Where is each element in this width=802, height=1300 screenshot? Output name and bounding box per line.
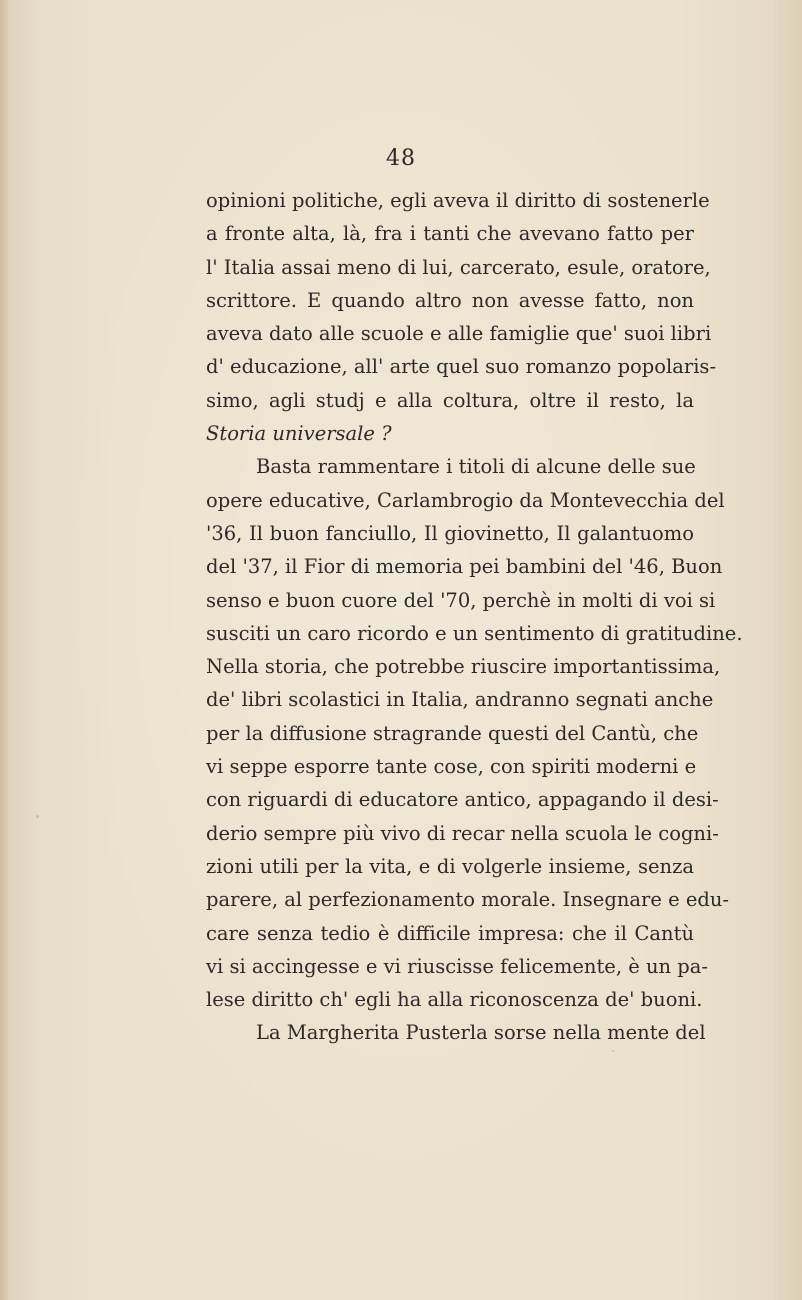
body-text — [206, 184, 743, 1050]
text-line: vi seppe esporre tante cose, con spiriti moderni e — [206, 755, 697, 779]
text-line: del '37, il Fior di memoria pei bambini del '46, Buon — [206, 555, 723, 579]
text-line: l' Italia assai meno di lui, carcerato, esule, oratore, — [206, 255, 711, 279]
text-line: aveva dato alle scuole e alle famiglie que' suoi libri — [206, 322, 712, 346]
paragraph-start: La Margherita Pusterla sorse nella mente del — [256, 1021, 706, 1045]
text-line: de' libri scolastici in Italia, andranno segnati anche — [206, 688, 714, 712]
text-line: Nella storia, che potrebbe riuscire importantissima, — [206, 655, 721, 679]
italic-title: Storia universale ? — [206, 422, 392, 446]
text-line: care senza tedio è difficile impresa: che il Cantù — [206, 921, 694, 945]
text-line: susciti un caro ricordo e un sentimento di gratitudine. — [206, 621, 743, 645]
text-line: lese diritto ch' egli ha alla riconoscenza de' buoni. — [206, 988, 703, 1012]
page-number: 48 — [386, 146, 416, 171]
text-line: zioni utili per la vita, e di volgerle insieme, senza — [206, 854, 694, 878]
text-line: senso e buon cuore del '70, perchè in molti di voi si — [206, 588, 716, 612]
paper-fleck — [36, 815, 39, 818]
text-line-italic — [206, 417, 694, 450]
text-line: '36, Il buon fanciullo, Il giovinetto, Il galantuomo — [206, 521, 694, 545]
paper-fleck — [612, 1050, 614, 1052]
text-line: a fronte alta, là, fra i tanti che avevano fatto per — [206, 222, 694, 246]
paragraph-start: Basta rammentare i titoli di alcune delle sue — [256, 455, 696, 479]
text-line: d' educazione, all' arte quel suo romanzo popolaris- — [206, 355, 717, 379]
text-line: opere educative, Carlambrogio da Montevecchia del — [206, 488, 725, 512]
text-line: con riguardi di educatore antico, appagando il desi- — [206, 788, 719, 812]
page-edge-shadow — [0, 0, 10, 1300]
text-line: per la diffusione stragrande questi del Cantù, che — [206, 721, 699, 745]
text-line: vi si accingesse e vi riuscisse felicemente, è un pa- — [206, 954, 708, 978]
text-line: parere, al perfezionamento morale. Insegnare e edu- — [206, 888, 729, 912]
text-line: derio sempre più vivo di recar nella scuola le cogni- — [206, 821, 719, 845]
text-line: opinioni politiche, egli aveva il diritto di sostenerle — [206, 189, 710, 212]
text-line: simo, agli studj e alla coltura, oltre il resto, la — [206, 388, 694, 412]
text-line: scrittore. E quando altro non avesse fatto, non — [206, 288, 694, 312]
